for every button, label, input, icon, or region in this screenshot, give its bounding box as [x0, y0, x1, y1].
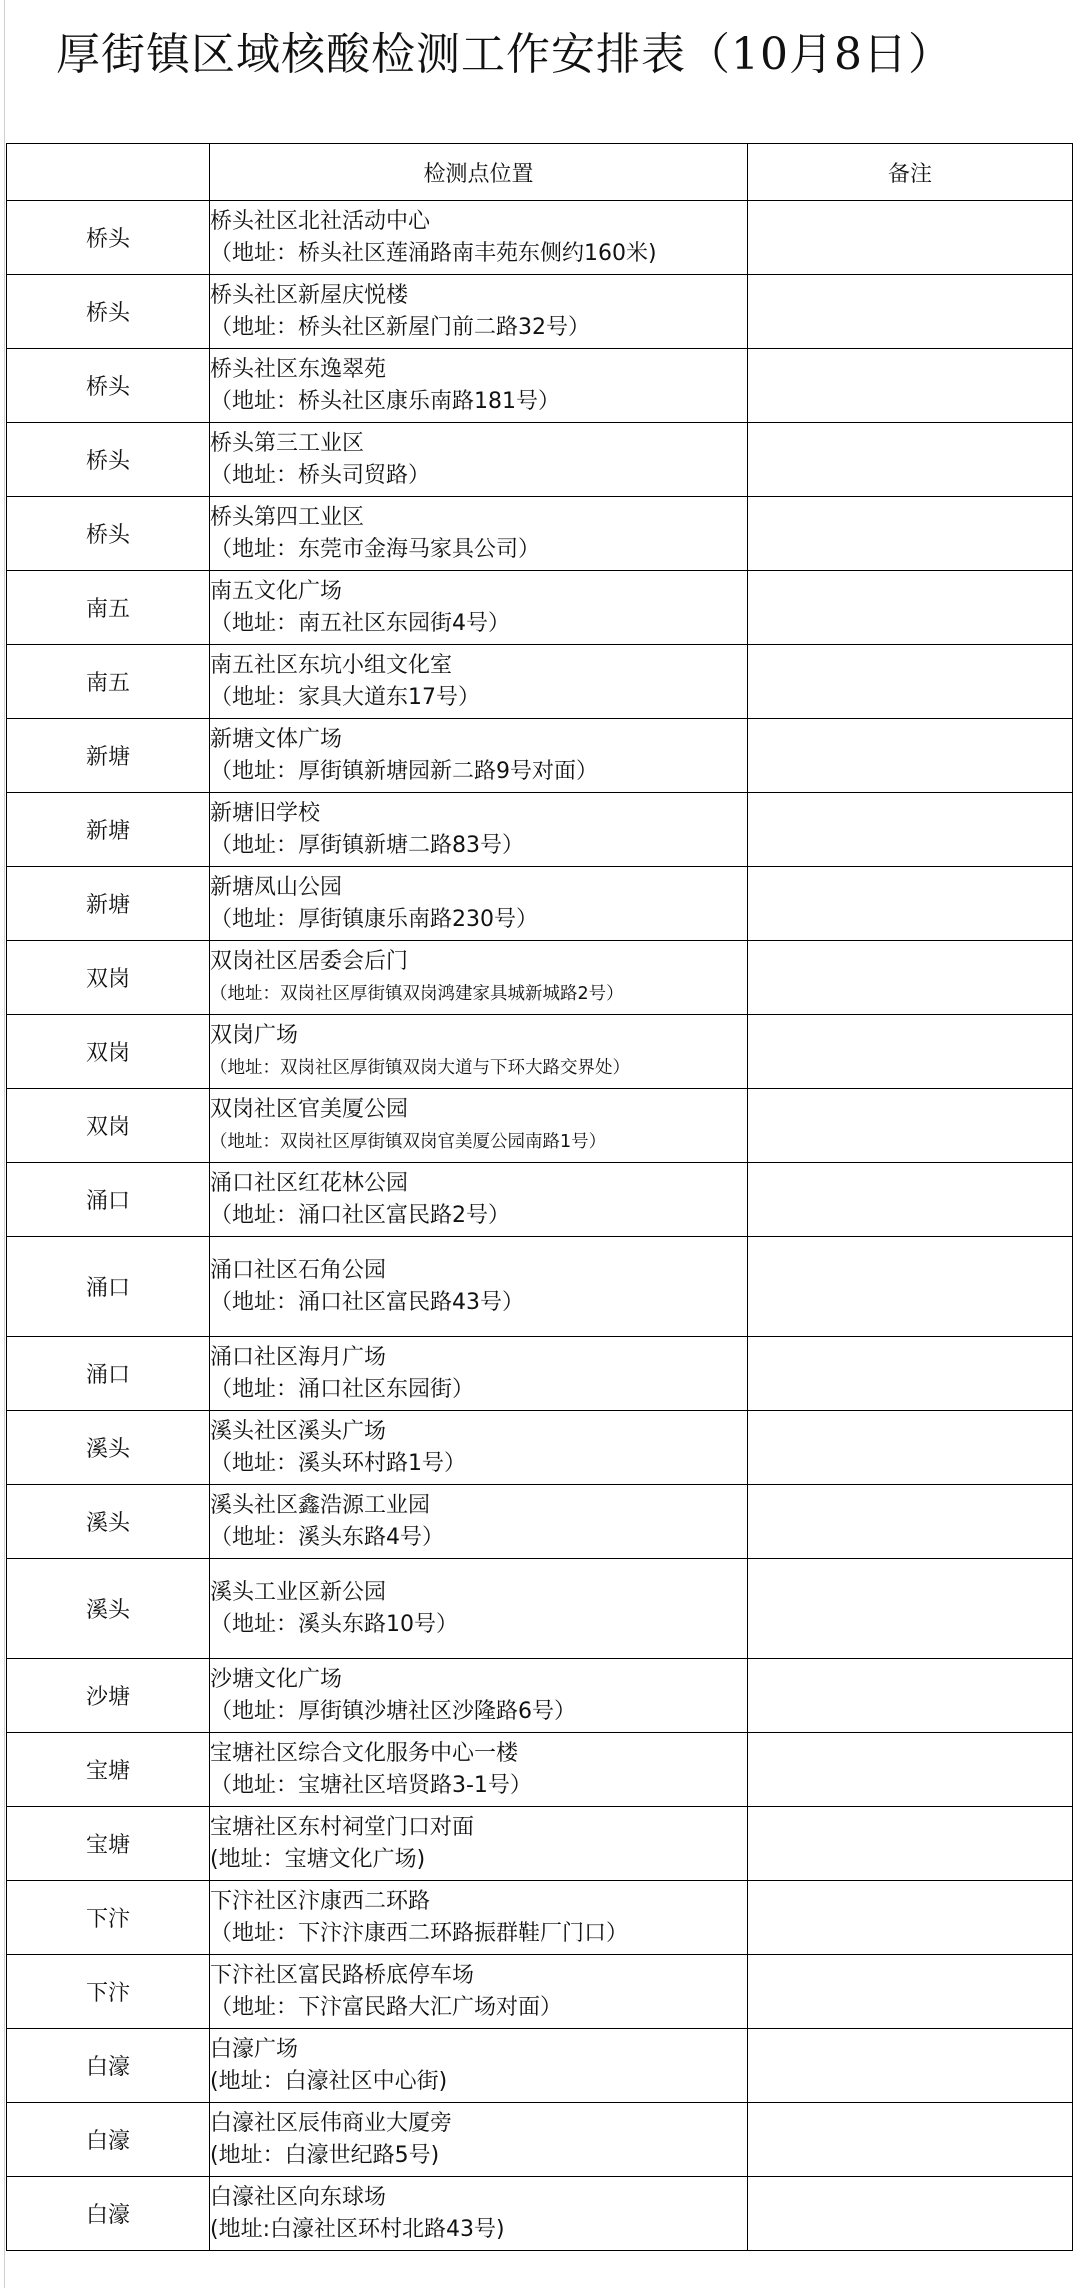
location-cell: [210, 349, 748, 423]
site-address: （地址：溪头环村路1号）: [210, 1450, 466, 1476]
site-address: （地址：南五社区东园街4号）: [210, 610, 510, 636]
note-cell: [748, 1015, 1073, 1089]
location-cell: [210, 1659, 748, 1733]
site-address: （地址：家具大道东17号）: [210, 684, 480, 710]
table-row: [7, 1559, 1073, 1659]
location-cell: [210, 2103, 748, 2177]
column-header-location: 检测点位置: [210, 144, 748, 201]
site-address: （地址：下汴富民路大汇广场对面）: [210, 1994, 563, 2020]
table-row: [7, 1337, 1073, 1411]
location-cell: [210, 1337, 748, 1411]
note-cell: [748, 349, 1073, 423]
location-cell: [210, 719, 748, 793]
area-cell: 新塘: [7, 793, 210, 867]
note-cell: [748, 1337, 1073, 1411]
location-cell: [210, 941, 748, 1015]
note-cell: [748, 1237, 1073, 1337]
location-cell: [210, 2029, 748, 2103]
note-cell: [748, 1733, 1073, 1807]
table-row: [7, 497, 1073, 571]
area-cell: 溪头: [7, 1411, 210, 1485]
note-cell: [748, 423, 1073, 497]
site-address: (地址：白濠社区中心街): [210, 2068, 448, 2094]
site-address: （地址：桥头社区康乐南路181号）: [210, 388, 560, 414]
location-cell: [210, 645, 748, 719]
area-cell: 下汴: [7, 1881, 210, 1955]
table-row: [7, 2103, 1073, 2177]
area-cell: 白濠: [7, 2177, 210, 2251]
site-name: 溪头社区溪头广场: [210, 1418, 387, 1444]
area-cell: 桥头: [7, 497, 210, 571]
site-address: （地址：桥头社区新屋门前二路32号）: [210, 314, 590, 340]
site-name: 涌口社区海月广场: [210, 1344, 387, 1370]
site-name: 下汴社区富民路桥底停车场: [210, 1962, 475, 1988]
page-title: 厚街镇区域核酸检测工作安排表（10月8日）: [56, 29, 953, 80]
table-row: [7, 349, 1073, 423]
site-address: （地址：涌口社区富民路43号）: [210, 1289, 524, 1315]
site-address: (地址：白濠世纪路5号): [210, 2142, 440, 2168]
location-cell: [210, 793, 748, 867]
site-name: 双岗社区官美厦公园: [210, 1096, 409, 1122]
table-row: [7, 1089, 1073, 1163]
location-cell: [210, 201, 748, 275]
area-cell: 双岗: [7, 941, 210, 1015]
site-address: （地址：溪头东路4号）: [210, 1524, 444, 1550]
location-cell: [210, 1237, 748, 1337]
area-cell: 涌口: [7, 1237, 210, 1337]
note-cell: [748, 2177, 1073, 2251]
area-cell: 双岗: [7, 1015, 210, 1089]
site-name: 新塘凤山公园: [210, 874, 343, 900]
site-name: 溪头社区鑫浩源工业园: [210, 1492, 431, 1518]
note-cell: [748, 1089, 1073, 1163]
header-row: [7, 144, 1073, 201]
site-name: 南五社区东坑小组文化室: [210, 652, 453, 678]
column-header-note: 备注: [748, 144, 1073, 201]
table-row: [7, 645, 1073, 719]
location-cell: [210, 1955, 748, 2029]
site-address: （地址：桥头司贸路）: [210, 462, 431, 488]
table-row: [7, 1015, 1073, 1089]
site-address: （地址：下汴汴康西二环路振群鞋厂门口）: [210, 1920, 629, 1946]
table-row: [7, 793, 1073, 867]
site-address: (地址:白濠社区环村北路43号): [210, 2216, 505, 2242]
site-address: (地址：宝塘文化广场): [210, 1846, 426, 1872]
area-cell: 沙塘: [7, 1659, 210, 1733]
location-cell: [210, 275, 748, 349]
sheet-left-edge: [4, 0, 5, 2288]
note-cell: [748, 1163, 1073, 1237]
area-cell: 宝塘: [7, 1807, 210, 1881]
location-cell: [210, 1559, 748, 1659]
site-name: 白濠社区辰伟商业大厦旁: [210, 2110, 453, 2136]
site-address: （地址：涌口社区富民路2号）: [210, 1202, 510, 1228]
note-cell: [748, 1807, 1073, 1881]
table-row: [7, 423, 1073, 497]
note-cell: [748, 275, 1073, 349]
note-cell: [748, 2103, 1073, 2177]
site-address: （地址：厚街镇康乐南路230号）: [210, 906, 538, 932]
site-address: （地址：桥头社区莲涌路南丰苑东侧约160米): [210, 240, 657, 266]
table-row: [7, 1237, 1073, 1337]
table-row: [7, 867, 1073, 941]
note-cell: [748, 497, 1073, 571]
site-name: 涌口社区石角公园: [210, 1257, 387, 1283]
note-cell: [748, 1881, 1073, 1955]
note-cell: [748, 719, 1073, 793]
site-name: 桥头社区北社活动中心: [210, 208, 431, 234]
area-cell: 涌口: [7, 1163, 210, 1237]
area-cell: 桥头: [7, 423, 210, 497]
note-cell: [748, 941, 1073, 1015]
note-cell: [748, 201, 1073, 275]
table-row: [7, 571, 1073, 645]
site-address: （地址：双岗社区厚街镇双岗官美厦公园南路1号）: [210, 1131, 607, 1152]
location-cell: [210, 1733, 748, 1807]
table-row: [7, 2029, 1073, 2103]
area-cell: 涌口: [7, 1337, 210, 1411]
site-name: 桥头第三工业区: [210, 430, 365, 456]
area-cell: 白濠: [7, 2029, 210, 2103]
note-cell: [748, 867, 1073, 941]
note-cell: [748, 645, 1073, 719]
site-address: （地址：宝塘社区培贤路3-1号）: [210, 1772, 532, 1798]
column-header-area: [7, 144, 210, 201]
location-cell: [210, 571, 748, 645]
location-cell: [210, 1411, 748, 1485]
site-name: 溪头工业区新公园: [210, 1579, 387, 1605]
note-cell: [748, 1411, 1073, 1485]
note-cell: [748, 1955, 1073, 2029]
location-cell: [210, 1485, 748, 1559]
site-address: （地址：双岗社区厚街镇双岗大道与下环大路交界处）: [210, 1057, 630, 1078]
table-row: [7, 1659, 1073, 1733]
site-address: （地址：涌口社区东园街）: [210, 1376, 475, 1402]
note-cell: [748, 571, 1073, 645]
area-cell: 宝塘: [7, 1733, 210, 1807]
table-row: [7, 719, 1073, 793]
table-row: [7, 201, 1073, 275]
note-cell: [748, 793, 1073, 867]
table-row: [7, 275, 1073, 349]
site-address: （地址：厚街镇新塘园新二路9号对面）: [210, 758, 598, 784]
location-cell: [210, 1163, 748, 1237]
area-cell: 新塘: [7, 719, 210, 793]
site-name: 桥头社区东逸翠苑: [210, 356, 387, 382]
location-cell: [210, 1881, 748, 1955]
site-name: 白濠广场: [210, 2036, 299, 2062]
area-cell: 桥头: [7, 275, 210, 349]
site-address: （地址：溪头东路10号）: [210, 1611, 458, 1637]
note-cell: [748, 1659, 1073, 1733]
site-address: （地址：东莞市金海马家具公司）: [210, 536, 541, 562]
area-cell: 下汴: [7, 1955, 210, 2029]
area-cell: 溪头: [7, 1559, 210, 1659]
note-cell: [748, 1485, 1073, 1559]
area-cell: 桥头: [7, 349, 210, 423]
area-cell: 南五: [7, 645, 210, 719]
site-name: 下汴社区汴康西二环路: [210, 1888, 431, 1914]
table-row: [7, 1955, 1073, 2029]
table-row: [7, 2177, 1073, 2251]
note-cell: [748, 1559, 1073, 1659]
area-cell: 溪头: [7, 1485, 210, 1559]
location-cell: [210, 497, 748, 571]
location-cell: [210, 867, 748, 941]
area-cell: 桥头: [7, 201, 210, 275]
site-name: 南五文化广场: [210, 578, 343, 604]
site-name: 沙塘文化广场: [210, 1666, 343, 1692]
site-name: 桥头社区新屋庆悦楼: [210, 282, 409, 308]
site-name: 双岗社区居委会后门: [210, 948, 409, 974]
site-name: 桥头第四工业区: [210, 504, 365, 530]
site-address: （地址：厚街镇新塘二路83号）: [210, 832, 524, 858]
schedule-table: [6, 143, 1073, 2251]
area-cell: 新塘: [7, 867, 210, 941]
table-row: [7, 1163, 1073, 1237]
site-name: 新塘文体广场: [210, 726, 343, 752]
site-name: 双岗广场: [210, 1022, 299, 1048]
table-row: [7, 1807, 1073, 1881]
location-cell: [210, 1015, 748, 1089]
location-cell: [210, 2177, 748, 2251]
area-cell: 南五: [7, 571, 210, 645]
area-cell: 白濠: [7, 2103, 210, 2177]
site-name: 白濠社区向东球场: [210, 2184, 387, 2210]
table-row: [7, 941, 1073, 1015]
site-name: 宝塘社区综合文化服务中心一楼: [210, 1740, 519, 1766]
site-name: 新塘旧学校: [210, 800, 321, 826]
site-name: 涌口社区红花林公园: [210, 1170, 409, 1196]
location-cell: [210, 1089, 748, 1163]
location-cell: [210, 423, 748, 497]
table-row: [7, 1881, 1073, 1955]
table-row: [7, 1485, 1073, 1559]
table-row: [7, 1411, 1073, 1485]
site-address: （地址：双岗社区厚街镇双岗鸿建家具城新城路2号）: [210, 983, 624, 1004]
location-cell: [210, 1807, 748, 1881]
note-cell: [748, 2029, 1073, 2103]
table-row: [7, 1733, 1073, 1807]
site-name: 宝塘社区东村祠堂门口对面: [210, 1814, 475, 1840]
site-address: （地址：厚街镇沙塘社区沙隆路6号）: [210, 1698, 576, 1724]
area-cell: 双岗: [7, 1089, 210, 1163]
